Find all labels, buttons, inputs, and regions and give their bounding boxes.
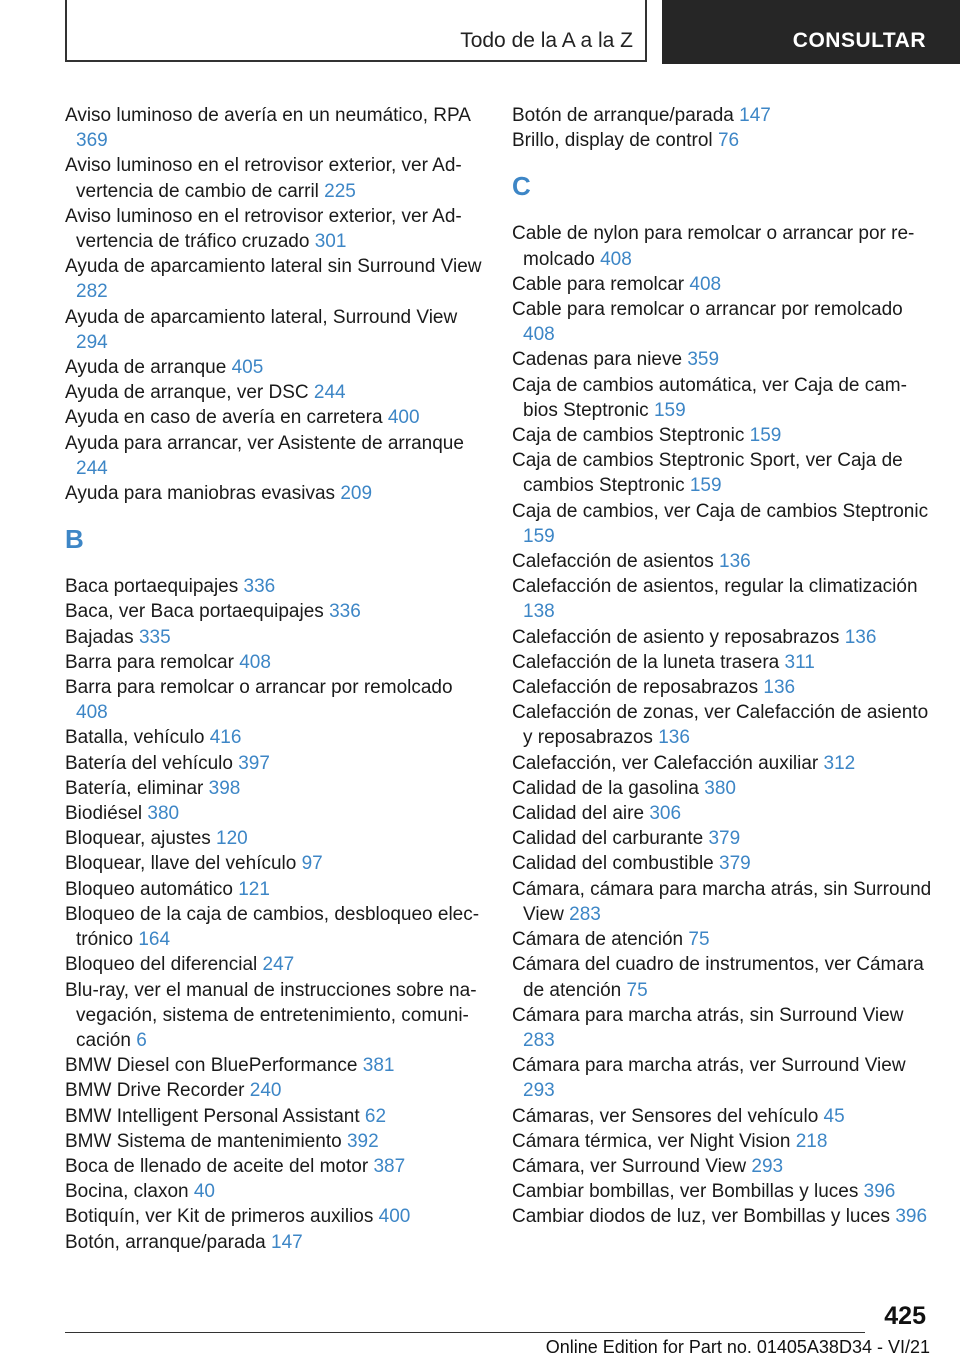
index-entry-text: Calefacción de asientos, regular la climatización [512, 576, 918, 598]
index-entry-text: Bloquear, ajustes [65, 828, 211, 850]
page-reference-link[interactable]: 336 [243, 576, 276, 598]
index-entry [512, 373, 932, 423]
page-reference-link[interactable]: 312 [823, 752, 856, 774]
consult-tab-label: CONSULTAR [792, 29, 926, 52]
page-reference-link[interactable]: 408 [76, 702, 108, 724]
index-entry [65, 801, 485, 826]
index-entry [65, 380, 485, 405]
index-entry [65, 826, 485, 851]
page-reference-link[interactable]: 159 [653, 399, 686, 421]
index-entry-text: Ayuda de aparcamiento lateral sin Surround View [65, 256, 482, 278]
index-entry-text: Batalla, vehículo [65, 727, 205, 749]
index-entry [512, 625, 932, 650]
index-entry-text: Cámara, cámara para marcha atrás, sin Surround View [512, 878, 932, 925]
index-entry-text: Batería del vehículo [65, 752, 233, 774]
index-entry-text: Ayuda de arranque, ver DSC [65, 382, 309, 404]
index-entry [512, 103, 932, 128]
index-entry [65, 650, 485, 675]
page-reference-link[interactable]: 225 [324, 180, 356, 202]
index-entry [512, 927, 932, 952]
index-entry [65, 481, 485, 506]
page-reference-link[interactable]: 392 [346, 1130, 379, 1152]
index-entry-text: Calidad de la gasolina [512, 777, 699, 799]
page-reference-link[interactable]: 164 [138, 929, 171, 951]
index-entry-text: Calefacción, ver Calefacción auxiliar [512, 752, 819, 774]
index-entry [65, 675, 485, 725]
page-reference-link[interactable]: 336 [329, 601, 361, 623]
index-entry-text: Calefacción de asientos [512, 551, 714, 573]
page-reference-link[interactable]: 97 [301, 853, 323, 875]
index-entry-text: Botiquín, ver Kit de primeros auxilios [65, 1206, 374, 1228]
index-entry [512, 801, 932, 826]
page-reference-link[interactable]: 136 [844, 626, 877, 648]
index-entry [65, 254, 485, 304]
index-entry-text: Baca, ver Baca portaequipajes [65, 601, 324, 623]
page-reference-link[interactable]: 136 [719, 551, 751, 573]
index-column-right [512, 103, 932, 1230]
index-entry [65, 1078, 485, 1103]
page-reference-link[interactable]: 40 [193, 1181, 215, 1203]
page-reference-link[interactable]: 147 [271, 1231, 303, 1253]
index-entry [65, 877, 485, 902]
index-entry [512, 776, 932, 801]
index-entry-text: Calefacción de reposabrazos [512, 677, 759, 699]
index-entry-text: Aviso luminoso de avería en un neumático, RPA [65, 105, 470, 126]
index-entry [512, 700, 932, 750]
index-entry [65, 355, 485, 380]
index-entry [512, 877, 932, 927]
index-entry [65, 776, 485, 801]
index-entry [65, 204, 485, 254]
index-entry [65, 305, 485, 355]
index-entry-text: Bajadas [65, 626, 134, 648]
index-entry-text: BMW Intelligent Personal Assistant [65, 1105, 360, 1127]
index-entry-text: Caja de cambios automática, ver Caja de cambios Steptronic [512, 374, 907, 421]
footer-divider [65, 1332, 865, 1333]
index-entry [512, 1129, 932, 1154]
index-entry-text: Caja de cambios, ver Caja de cambios Steptronic [512, 500, 929, 522]
page-reference-link[interactable]: 379 [719, 853, 751, 875]
index-entry [65, 1230, 485, 1255]
index-entry [512, 221, 932, 271]
index-entry [512, 549, 932, 574]
page-reference-link[interactable]: 159 [523, 525, 555, 547]
index-entry [512, 297, 932, 347]
index-entry [65, 1053, 485, 1078]
page-reference-link[interactable]: 408 [600, 248, 632, 270]
index-entry [65, 405, 485, 430]
index-entry-text: Cámara de atención [512, 929, 684, 951]
index-entry-text: Calefacción de zonas, ver Calefacción de asiento y reposabrazos [512, 702, 929, 749]
index-entry-text: Cable para remolcar o arrancar por remolcado [512, 299, 903, 321]
index-entry-text: Aviso luminoso en el retrovisor exterior, ver Advertencia de cambio de carril [65, 155, 462, 202]
index-entry-text: Brillo, display de control [512, 130, 713, 152]
page-reference-link[interactable]: 62 [364, 1105, 387, 1127]
page-reference-link[interactable]: 120 [216, 828, 248, 850]
index-entry-text: Cable de nylon para remolcar o arrancar por remolcado [512, 223, 915, 270]
index-entry-text: BMW Drive Recorder [65, 1080, 245, 1102]
index-entry [512, 347, 932, 372]
page-reference-link[interactable]: 408 [689, 273, 722, 295]
index-entry-text: Caja de cambios Steptronic [512, 425, 745, 447]
page-number: 425 [884, 1302, 926, 1330]
page-reference-link[interactable]: 400 [378, 1206, 411, 1228]
index-entry-text: Batería, eliminar [65, 777, 204, 799]
index-entry [65, 751, 485, 776]
page-reference-link[interactable]: 76 [717, 130, 740, 152]
index-entry [65, 1129, 485, 1154]
index-entry-text: Biodiésel [65, 803, 143, 825]
page-reference-link[interactable]: 416 [209, 727, 242, 749]
index-entry [65, 952, 485, 977]
index-entry [65, 599, 485, 624]
page-reference-link[interactable]: 301 [314, 231, 347, 253]
consult-tab[interactable] [662, 0, 960, 64]
index-entry [512, 1003, 932, 1053]
page-reference-link[interactable]: 136 [658, 727, 690, 749]
index-entry-text: Caja de cambios Steptronic Sport, ver Caja de cambios Steptronic [512, 450, 903, 497]
index-entry-text: Aviso luminoso en el retrovisor exterior, ver Advertencia de tráfico cruzado [65, 205, 462, 253]
index-entry [512, 650, 932, 675]
page-reference-link[interactable]: 398 [208, 777, 241, 799]
index-entry-text: BMW Sistema de mantenimiento [65, 1130, 342, 1152]
footer-edition: Online Edition for Part no. 01405A38D34 - VI/21 [545, 1337, 930, 1357]
index-entry-text: Blu-ray, ver el manual de instrucciones sobre navegación, sistema de entretenimiento, comunicación [65, 979, 477, 1051]
index-entry [512, 1154, 932, 1179]
page-reference-link[interactable]: 147 [739, 105, 771, 126]
index-entry [512, 499, 932, 549]
page-reference-link[interactable]: 335 [138, 626, 171, 648]
page-reference-link[interactable]: 408 [523, 324, 555, 346]
page-reference-link[interactable]: 240 [249, 1080, 282, 1102]
index-entry-text: Ayuda de aparcamiento lateral, Surround View [65, 306, 458, 328]
index-entry-text: Cámara, ver Surround View [512, 1155, 747, 1177]
page-reference-link[interactable]: 282 [76, 281, 108, 303]
index-entry-text: Bocina, claxon [65, 1181, 189, 1203]
page-reference-link[interactable]: 283 [523, 1029, 555, 1051]
page-reference-link[interactable]: 294 [76, 331, 108, 353]
section-tab-label: Todo de la A a la Z [460, 29, 633, 52]
index-entry [512, 1204, 932, 1229]
page-reference-link[interactable]: 405 [231, 357, 264, 379]
page-reference-link[interactable]: 306 [649, 803, 682, 825]
page-reference-link[interactable]: 136 [763, 677, 796, 699]
page-reference-link[interactable]: 397 [238, 752, 270, 774]
index-entry [65, 431, 485, 481]
page-reference-link[interactable]: 209 [340, 483, 373, 505]
index-entry-text: BMW Diesel con BluePerformance [65, 1055, 358, 1077]
page-reference-link[interactable]: 387 [373, 1155, 406, 1177]
index-entry-text: Barra para remolcar o arrancar por remolcado [65, 677, 453, 699]
index-entry-text: Botón, arranque/parada [65, 1231, 266, 1253]
index-entry-text: Cambiar diodos de luz, ver Bombillas y luces [512, 1206, 891, 1228]
index-letter-heading: C [512, 171, 531, 202]
index-entry [65, 1179, 485, 1204]
index-entry-text: Cadenas para nieve [512, 349, 683, 371]
index-entry [512, 851, 932, 876]
page-reference-link[interactable]: 380 [147, 803, 180, 825]
index-entry-text: Bloqueo del diferencial [65, 954, 258, 976]
index-entry [512, 128, 932, 153]
page-reference-link[interactable]: 293 [523, 1080, 555, 1102]
index-entry [65, 574, 485, 599]
page-reference-link[interactable]: 244 [313, 382, 346, 404]
index-entry [512, 574, 932, 624]
index-entry-text: Ayuda de arranque [65, 357, 227, 379]
page-reference-link[interactable]: 121 [238, 878, 270, 900]
page-reference-link[interactable]: 379 [708, 828, 741, 850]
index-entry [65, 1204, 485, 1229]
index-entry [65, 725, 485, 750]
index-entry-text: Botón de arranque/parada [512, 105, 734, 126]
index-entry [65, 153, 485, 203]
index-entry-text: Barra para remolcar [65, 651, 234, 673]
index-entry [65, 103, 485, 153]
page-reference-link[interactable]: 408 [239, 651, 271, 673]
index-entry-text: Cámara térmica, ver Night Vision [512, 1130, 791, 1152]
page-reference-link[interactable]: 283 [569, 903, 601, 925]
index-column-left [65, 103, 485, 1255]
page-reference-link[interactable]: 75 [688, 929, 710, 951]
page-reference-link[interactable]: 400 [387, 407, 420, 429]
index-entry-text: Cable para remolcar [512, 273, 685, 295]
index-entry-text: Calidad del aire [512, 803, 645, 825]
page-reference-link[interactable]: 359 [687, 349, 720, 371]
index-entry [65, 1104, 485, 1129]
index-entry [512, 751, 932, 776]
index-entry [512, 1053, 932, 1103]
index-entry-text: Cámara del cuadro de instrumentos, ver Cámara de atención [512, 954, 924, 1001]
page-reference-link[interactable]: 396 [895, 1206, 928, 1228]
index-entry-text: Bloqueo automático [65, 878, 233, 900]
index-entry [65, 851, 485, 876]
index-entry-text: Baca portaequipajes [65, 576, 239, 598]
page-reference-link[interactable]: 369 [76, 130, 108, 152]
index-entry-text: Cámara para marcha atrás, sin Surround View [512, 1004, 904, 1026]
page-reference-link[interactable]: 159 [689, 475, 722, 497]
index-entry [512, 675, 932, 700]
index-entry [65, 625, 485, 650]
page-reference-link[interactable]: 396 [863, 1181, 896, 1203]
index-entry [512, 448, 932, 498]
index-entry [65, 978, 485, 1054]
index-entry [512, 952, 932, 1002]
page-reference-link[interactable]: 293 [751, 1155, 784, 1177]
index-entry [512, 826, 932, 851]
index-entry [512, 272, 932, 297]
index-entry-text: Calidad del combustible [512, 853, 714, 875]
index-entry [65, 902, 485, 952]
page-reference-link[interactable]: 75 [626, 979, 648, 1001]
page-reference-link[interactable]: 45 [823, 1105, 845, 1127]
index-entry [65, 1154, 485, 1179]
index-entry [512, 1104, 932, 1129]
page-header [0, 0, 960, 66]
page-reference-link[interactable]: 247 [262, 954, 295, 976]
index-entry-text: Ayuda para maniobras evasivas [65, 483, 336, 505]
page-reference-link[interactable]: 311 [784, 651, 815, 673]
index-entry-text: Cámaras, ver Sensores del vehículo [512, 1105, 819, 1127]
index-entry [512, 423, 932, 448]
index-entry-text: Ayuda en caso de avería en carretera [65, 407, 383, 429]
page-reference-link[interactable]: 218 [795, 1130, 828, 1152]
section-tab[interactable] [65, 0, 647, 62]
page-reference-link[interactable]: 159 [749, 425, 782, 447]
index-entry-text: Bloqueo de la caja de cambios, desbloqueo electrónico [65, 903, 480, 951]
page-reference-link[interactable]: 381 [362, 1055, 395, 1077]
page-reference-link[interactable]: 6 [136, 1029, 147, 1051]
index-entry-text: Cámara para marcha atrás, ver Surround View [512, 1055, 906, 1077]
index-entry-text: Calidad del carburante [512, 828, 704, 850]
index-letter-heading: B [65, 524, 84, 555]
index-entry-text: Boca de llenado de aceite del motor [65, 1155, 369, 1177]
index-entry-text: Bloquear, llave del vehículo [65, 853, 297, 875]
page-reference-link[interactable]: 244 [76, 457, 108, 479]
index-entry [512, 1179, 932, 1204]
index-entry-text: Ayuda para arrancar, ver Asistente de arranque [65, 432, 464, 454]
index-entry-text: Calefacción de la luneta trasera [512, 651, 780, 673]
index-entry-text: Calefacción de asiento y reposabrazos [512, 626, 840, 648]
page-reference-link[interactable]: 138 [523, 601, 555, 623]
page-reference-link[interactable]: 380 [704, 777, 736, 799]
index-entry-text: Cambiar bombillas, ver Bombillas y luces [512, 1181, 859, 1203]
